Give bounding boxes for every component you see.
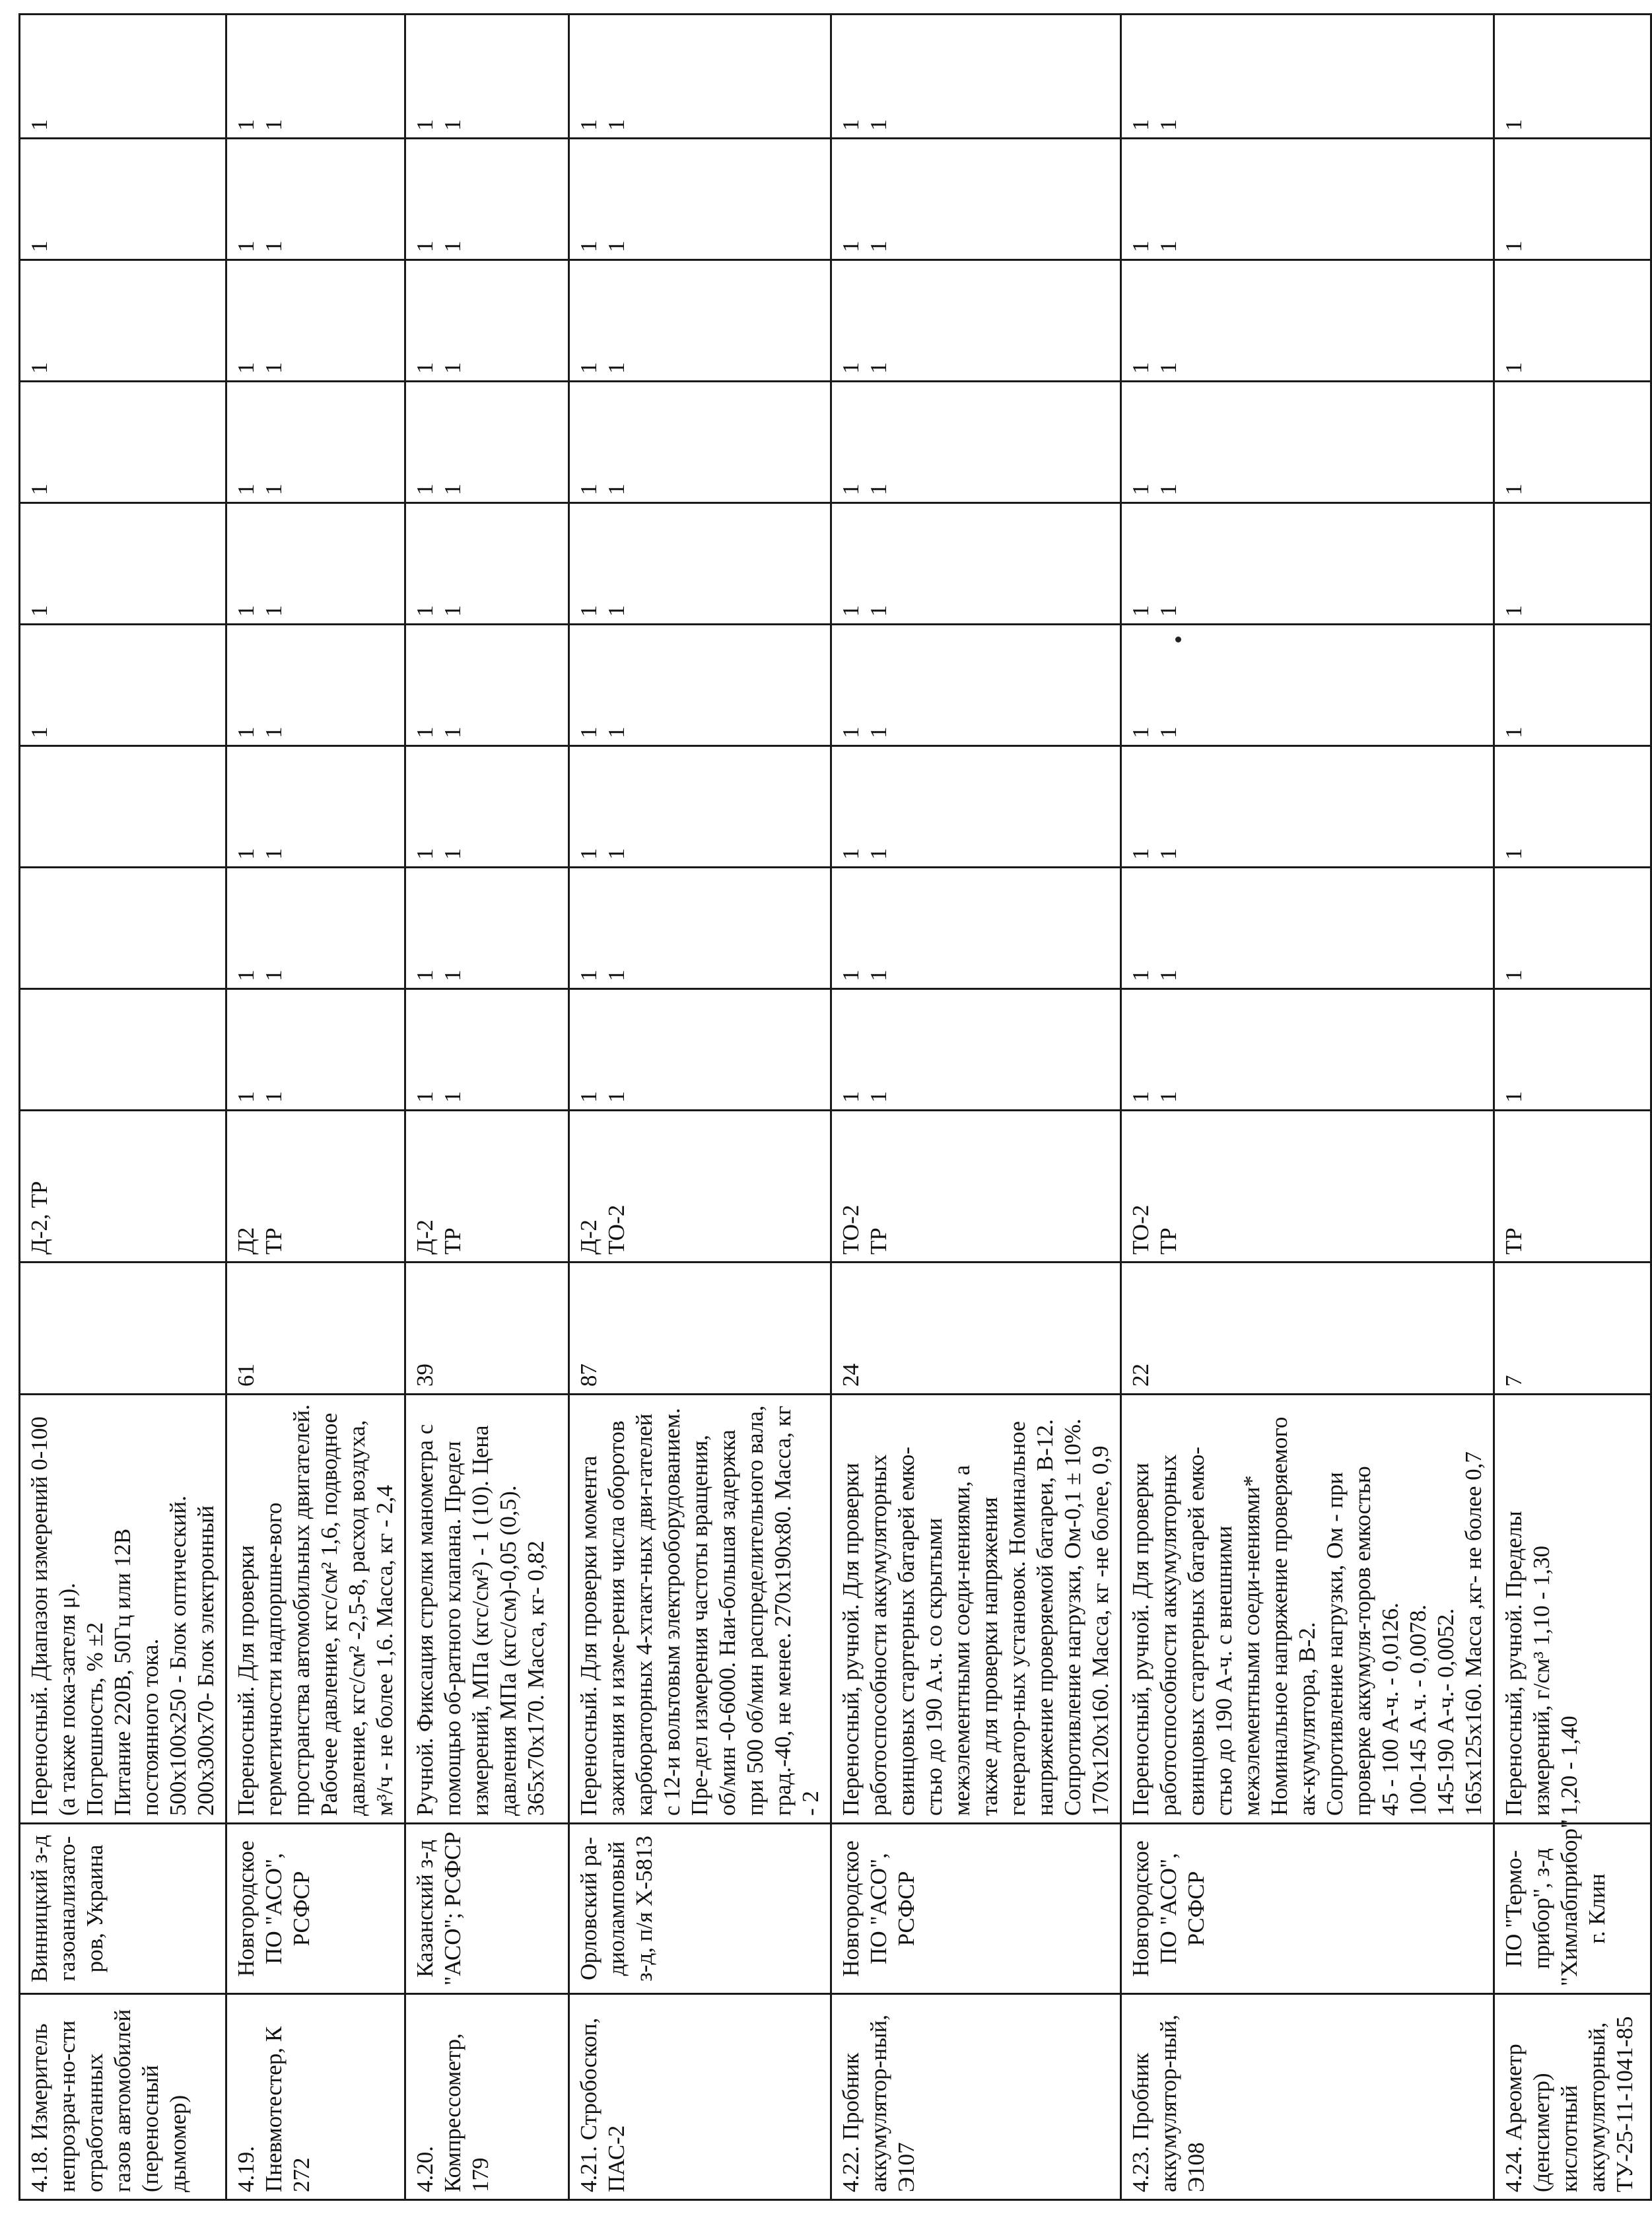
quantity-value: 1 [233, 119, 259, 131]
manufacturer: Новгородское ПО "АСО", РСФСР [1128, 1840, 1209, 1977]
manufacturer: Новгородское ПО "АСО", РСФСР [233, 1840, 314, 1977]
quantity-value: 1 [233, 605, 259, 617]
quantity-value: 1 [1155, 969, 1181, 981]
specification-line: Переносный. Для проверки момента зажигания и изме-рения числа оборотов карбюраторных 4-хтакт-ных дви-гателей с 12-и вольтовым электрооборудованием. Пре-дел измерения частоты вращения, об/мин -0-6000. Наи-большая задержка при 500 об/мин распределительного вала, град.-40, не менее. 270x190x80. Масса, кг - 2 [576, 1405, 823, 1816]
equipment-name: 4.23. Пробник аккумулятор-ный, Э108 [1128, 2015, 1209, 2192]
service-type-cell [1121, 1111, 1494, 1263]
quantity-cell [831, 260, 1121, 382]
service-type-cell [20, 1111, 226, 1263]
quantity-cell [569, 989, 831, 1111]
manufacturer-cell [831, 1824, 1121, 1994]
quantity-value: 1 [838, 726, 864, 738]
quantity-value: 1 [26, 119, 52, 131]
specification-line: Переносный, ручной. Пределы измерений, г/см³ 1,10 - 1,30 [1501, 1511, 1554, 1816]
service-type-cell [569, 1111, 831, 1263]
quantity-cell [569, 503, 831, 625]
quantity-value: 1 [412, 969, 438, 981]
quantity-value: 1 [261, 362, 287, 374]
manufacturer-cell [405, 1824, 569, 1994]
stray-dot [1175, 637, 1181, 642]
quantity-value: 1 [576, 726, 602, 738]
quantity-cell [1121, 868, 1494, 989]
specification-line: 170x120x160. Масса, кг -не более, 0,9 [1087, 1445, 1113, 1816]
quantity-value: 1 [261, 1091, 287, 1103]
count-cell [20, 1263, 226, 1395]
service-type: ТР [440, 1228, 465, 1255]
quantity-value: 1 [603, 848, 629, 860]
equipment-name-cell [405, 1994, 569, 2200]
table-row [20, 15, 226, 2200]
count-cell [1494, 1263, 1651, 1395]
quantity-cell [20, 868, 226, 989]
quantity-value: 1 [576, 848, 602, 860]
quantity-value: 1 [603, 240, 629, 252]
equipment-name: 4.21. Стробоскоп, ПАС-2 [576, 2017, 629, 2192]
specification-cell [569, 1395, 831, 1824]
quantity-value: 1 [412, 726, 438, 738]
quantity-cell [569, 625, 831, 746]
quantity-value: 1 [26, 240, 52, 252]
quantity-value: 1 [1501, 119, 1527, 131]
quantity-cell [226, 382, 405, 503]
quantity-value: 1 [440, 483, 465, 495]
quantity-cell [1494, 868, 1651, 989]
quantity-value: 1 [866, 119, 891, 131]
quantity-value: 1 [1501, 969, 1527, 981]
quantity-cell [1494, 989, 1651, 1111]
equipment-name: 4.19. Пневмотестер, К 272 [233, 2026, 314, 2192]
table-body [20, 15, 1651, 2200]
quantity-value: 1 [866, 848, 891, 860]
quantity-cell [831, 989, 1121, 1111]
quantity-cell [20, 382, 226, 503]
quantity-value: 1 [603, 969, 629, 981]
quantity-value: 1 [1501, 848, 1527, 860]
specification-cell [20, 1395, 226, 1824]
quantity-value: 1 [261, 240, 287, 252]
quantity-value: 1 [1128, 1091, 1153, 1103]
specification-line: 365x70x170. Масса, кг- 0,82 [523, 1540, 549, 1816]
quantity-value: 1 [233, 483, 259, 495]
quantity-value: 1 [1501, 1091, 1527, 1103]
quantity-cell [20, 260, 226, 382]
quantity-cell [1121, 15, 1494, 139]
quantity-value: 1 [233, 969, 259, 981]
quantity-cell [831, 382, 1121, 503]
service-type: ТО-2 [838, 1204, 864, 1255]
count-cell [405, 1263, 569, 1395]
quantity-cell [405, 746, 569, 868]
quantity-cell [226, 260, 405, 382]
equipment-name-cell [226, 1994, 405, 2200]
quantity-value: 1 [26, 483, 52, 495]
quantity-cell [226, 139, 405, 260]
quantity-value: 1 [1128, 119, 1153, 131]
quantity-value: 1 [1155, 240, 1181, 252]
quantity-value: 1 [1128, 483, 1153, 495]
specification-line: Питание 220В, 50Гц или 12В постоянного тока. [110, 1528, 163, 1816]
quantity-cell [226, 625, 405, 746]
quantity-value: 1 [1501, 483, 1527, 495]
quantity-value: 1 [261, 726, 287, 738]
equipment-name: 4.22. Пробник аккумулятор-ный, Э107 [838, 2015, 919, 2192]
quantity-value: 1 [866, 483, 891, 495]
quantity-cell [831, 139, 1121, 260]
quantity-cell [569, 746, 831, 868]
manufacturer: Винницкий з-д газоанализато-ров, Украина [26, 1834, 108, 1983]
quantity-value: 1 [412, 605, 438, 617]
quantity-cell [226, 15, 405, 139]
quantity-value: 1 [440, 848, 465, 860]
quantity-cell [1121, 746, 1494, 868]
quantity-value: 1 [1155, 483, 1181, 495]
quantity-cell [20, 503, 226, 625]
equipment-name: 4.24. Ареометр (денсиметр) кислотный аккумуляторный, ТУ-25-11-1041-85 [1501, 2016, 1637, 2192]
quantity-value: 1 [233, 1091, 259, 1103]
quantity-cell [1494, 260, 1651, 382]
quantity-cell [1121, 625, 1494, 746]
quantity-value: 1 [603, 362, 629, 374]
specification-cell [405, 1395, 569, 1824]
specification-line: Погрешность, % ±2 [82, 1622, 108, 1816]
quantity-cell [1121, 989, 1494, 1111]
quantity-value: 1 [838, 240, 864, 252]
quantity-cell [1494, 15, 1651, 139]
quantity-cell [1121, 260, 1494, 382]
specification-line: Переносный. Для проверки герметичности надпоршне-вого пространства автомобильных двигателей. Рабочее давление, кгс/см² 1,6, подводное давление, кгс/см² -2,5-8, расход воздуха, м³/ч - не более 1,6. Масса, кг - 2,4 [233, 1404, 397, 1816]
quantity-value: 1 [866, 726, 891, 738]
quantity-cell [1494, 139, 1651, 260]
manufacturer: Орловский ра-диоламповый з-д, п/я Х-5813 [576, 1835, 657, 1982]
table-row [831, 15, 1121, 2200]
equipment-name-cell [1121, 1994, 1494, 2200]
service-type-cell [1494, 1111, 1651, 1263]
quantity-value: 1 [412, 240, 438, 252]
specification-line: Ручной. Фиксация стрелки манометра с помощью об-ратного клапана. Предел измерений, МПа (кгс/см²) - 1 (10). Цена давления МПа (кгс/см)-0,05 (0,5). [412, 1424, 521, 1816]
quantity-value: 1 [603, 119, 629, 131]
service-type-cell [405, 1111, 569, 1263]
specification-line: Переносный, ручной. Для проверки работоспособности аккумуляторных свинцовых стартерных батарей емко-стью до 190 А.ч. со скрытыми межэлементными соеди-нениями, а также для проверки напряжения генератор-ных установок. Номинальное напряжение проверяемой батареи, В-12. Сопротивление нагрузки, Ом-0,1 ± 10%. [838, 1418, 1085, 1816]
quantity-cell [831, 625, 1121, 746]
service-type: ТР [261, 1228, 287, 1255]
count-cell [1121, 1263, 1494, 1395]
quantity-value: 1 [866, 605, 891, 617]
specification-line: 500x100x250 - Блок оптический. [165, 1495, 191, 1816]
quantity-value: 1 [233, 848, 259, 860]
quantity-value: 1 [261, 483, 287, 495]
specification-line: 145-190 А-ч.- 0,0052. [1433, 1608, 1459, 1816]
table-row [1494, 15, 1651, 2200]
quantity-cell [1121, 139, 1494, 260]
quantity-value: 1 [603, 483, 629, 495]
service-type: ТО-2 [603, 1204, 629, 1255]
equipment-table [18, 13, 1652, 2201]
quantity-cell [405, 989, 569, 1111]
quantity-cell [405, 503, 569, 625]
specification-line: 165x125x160. Масса ,кг- не более 0,7 [1461, 1451, 1486, 1816]
specification-line: 100-145 А.ч. - 0,0078. [1405, 1605, 1431, 1816]
table-row [405, 15, 569, 2200]
quantity-value: 1 [838, 848, 864, 860]
quantity-value: 1 [440, 605, 465, 617]
quantity-value: 1 [1155, 726, 1181, 738]
quantity-cell [569, 260, 831, 382]
quantity-value: 1 [866, 969, 891, 981]
quantity-cell [226, 746, 405, 868]
quantity-value: 1 [1501, 362, 1527, 374]
quantity-cell [1494, 746, 1651, 868]
quantity-cell [831, 503, 1121, 625]
specification-line: 1,20 - 1,40 [1556, 1715, 1582, 1816]
quantity-value: 1 [1155, 605, 1181, 617]
manufacturer-cell [20, 1824, 226, 1994]
quantity-value: 1 [440, 362, 465, 374]
specification-line: 45 - 100 А-ч. - 0,0126. [1377, 1603, 1403, 1816]
quantity-value: 1 [866, 1091, 891, 1103]
quantity-value: 1 [261, 605, 287, 617]
count-value: 24 [838, 1364, 864, 1387]
quantity-cell [569, 15, 831, 139]
quantity-cell [569, 139, 831, 260]
quantity-value: 1 [576, 483, 602, 495]
service-type: Д-2 [576, 1219, 602, 1255]
quantity-cell [1494, 382, 1651, 503]
manufacturer-cell [1494, 1818, 1651, 1994]
quantity-value: 1 [838, 362, 864, 374]
quantity-cell [405, 382, 569, 503]
count-value: 61 [233, 1364, 259, 1387]
specification-line: Сопротивление нагрузки, Ом - при проверке аккумуля-торов емкостью [1322, 1466, 1375, 1816]
quantity-cell [20, 139, 226, 260]
specification-line: Переносный, ручной. Для проверки работоспособности аккумуляторных свинцовых стартерных батарей емко-стью до 190 А-ч. с внешними межэлементными соеди-нениями* Номинальное напряжение проверяемого ак-кумулятора, В-2. [1128, 1416, 1320, 1816]
quantity-value: 1 [576, 362, 602, 374]
count-value: 39 [412, 1364, 438, 1387]
quantity-cell [405, 15, 569, 139]
quantity-value: 1 [412, 362, 438, 374]
manufacturer: ПО "Термо-прибор", з-д "Химлабприбор" г. Клин [1501, 1818, 1610, 1986]
equipment-name-cell [831, 1994, 1121, 2200]
quantity-cell [569, 868, 831, 989]
count-value: 7 [1501, 1375, 1527, 1387]
quantity-value: 1 [26, 605, 52, 617]
quantity-value: 1 [1501, 605, 1527, 617]
specification-cell [1494, 1395, 1651, 1824]
quantity-value: 1 [412, 1091, 438, 1103]
manufacturer-cell [1121, 1824, 1494, 1994]
quantity-cell [226, 503, 405, 625]
quantity-value: 1 [26, 726, 52, 738]
quantity-cell [569, 382, 831, 503]
quantity-cell [405, 868, 569, 989]
quantity-value: 1 [1501, 240, 1527, 252]
service-type: Д-2, ТР [26, 1181, 52, 1255]
quantity-value: 1 [1128, 969, 1153, 981]
specification-cell [1121, 1395, 1494, 1824]
quantity-cell [831, 15, 1121, 139]
quantity-value: 1 [1128, 605, 1153, 617]
table-row [226, 15, 405, 2200]
quantity-value: 1 [603, 726, 629, 738]
table-row [569, 15, 831, 2200]
quantity-value: 1 [838, 605, 864, 617]
quantity-value: 1 [26, 362, 52, 374]
service-type-cell [831, 1111, 1121, 1263]
service-type: Д-2 [412, 1219, 438, 1255]
quantity-cell [1494, 503, 1651, 625]
count-value: 87 [576, 1364, 602, 1387]
quantity-cell [1494, 625, 1651, 746]
quantity-value: 1 [440, 726, 465, 738]
quantity-value: 1 [838, 969, 864, 981]
quantity-cell [831, 746, 1121, 868]
equipment-name-cell [1494, 1994, 1651, 2200]
service-type: ТО-2 [1128, 1204, 1153, 1255]
quantity-value: 1 [412, 119, 438, 131]
quantity-value: 1 [576, 605, 602, 617]
quantity-cell [1121, 382, 1494, 503]
quantity-value: 1 [233, 726, 259, 738]
quantity-value: 1 [1155, 362, 1181, 374]
quantity-value: 1 [1155, 119, 1181, 131]
quantity-value: 1 [1501, 726, 1527, 738]
quantity-value: 1 [838, 1091, 864, 1103]
quantity-cell [20, 989, 226, 1111]
equipment-name: 4.18. Измеритель непрозрач-но-сти отработанных газов автомобилей (переносный дымомер) [26, 2009, 191, 2192]
count-cell [831, 1263, 1121, 1395]
quantity-cell [405, 625, 569, 746]
service-type: ТР [1501, 1228, 1527, 1255]
count-cell [226, 1263, 405, 1395]
quantity-value: 1 [261, 848, 287, 860]
quantity-cell [1121, 503, 1494, 625]
service-type: ТР [866, 1228, 891, 1255]
quantity-cell [20, 746, 226, 868]
quantity-value: 1 [576, 969, 602, 981]
quantity-value: 1 [866, 240, 891, 252]
quantity-value: 1 [440, 1091, 465, 1103]
quantity-cell [226, 989, 405, 1111]
quantity-value: 1 [576, 119, 602, 131]
quantity-value: 1 [233, 240, 259, 252]
manufacturer-cell [569, 1824, 831, 1994]
quantity-value: 1 [412, 848, 438, 860]
quantity-value: 1 [1128, 726, 1153, 738]
quantity-value: 1 [440, 119, 465, 131]
quantity-value: 1 [1128, 362, 1153, 374]
quantity-value: 1 [1155, 848, 1181, 860]
manufacturer: Казанский з-д "АСО"; РСФСР [412, 1832, 465, 1986]
specification-cell [226, 1395, 405, 1824]
quantity-value: 1 [838, 119, 864, 131]
manufacturer: Новгородское ПО "АСО", РСФСР [838, 1840, 919, 1977]
service-type: Д2 [233, 1227, 259, 1255]
quantity-value: 1 [233, 362, 259, 374]
count-value: 22 [1128, 1364, 1153, 1387]
quantity-value: 1 [1128, 240, 1153, 252]
service-type-cell [226, 1111, 405, 1263]
quantity-cell [831, 868, 1121, 989]
specification-cell [831, 1395, 1121, 1824]
equipment-name: 4.20. Компрессометр, 179 [412, 2033, 493, 2192]
quantity-value: 1 [1128, 848, 1153, 860]
quantity-cell [405, 139, 569, 260]
quantity-value: 1 [261, 969, 287, 981]
quantity-cell [226, 868, 405, 989]
quantity-value: 1 [261, 119, 287, 131]
count-cell [569, 1263, 831, 1395]
quantity-value: 1 [603, 1091, 629, 1103]
manufacturer-cell [226, 1824, 405, 1994]
quantity-value: 1 [576, 1091, 602, 1103]
quantity-value: 1 [1155, 1091, 1181, 1103]
equipment-name-cell [569, 1994, 831, 2200]
table-row [1121, 15, 1494, 2200]
equipment-name-cell [20, 1994, 226, 2200]
quantity-value: 1 [603, 605, 629, 617]
specification-line: Переносный. Диапазон измерений 0-100 (а также пока-зателя μ). [26, 1416, 80, 1816]
quantity-value: 1 [440, 969, 465, 981]
service-type: ТР [1155, 1228, 1181, 1255]
quantity-value: 1 [576, 240, 602, 252]
quantity-cell [20, 15, 226, 139]
quantity-value: 1 [866, 362, 891, 374]
quantity-cell [405, 260, 569, 382]
quantity-cell [20, 625, 226, 746]
quantity-value: 1 [838, 483, 864, 495]
quantity-value: 1 [412, 483, 438, 495]
quantity-value: 1 [440, 240, 465, 252]
specification-line: 200x300x70- Блок электронный [193, 1505, 219, 1816]
